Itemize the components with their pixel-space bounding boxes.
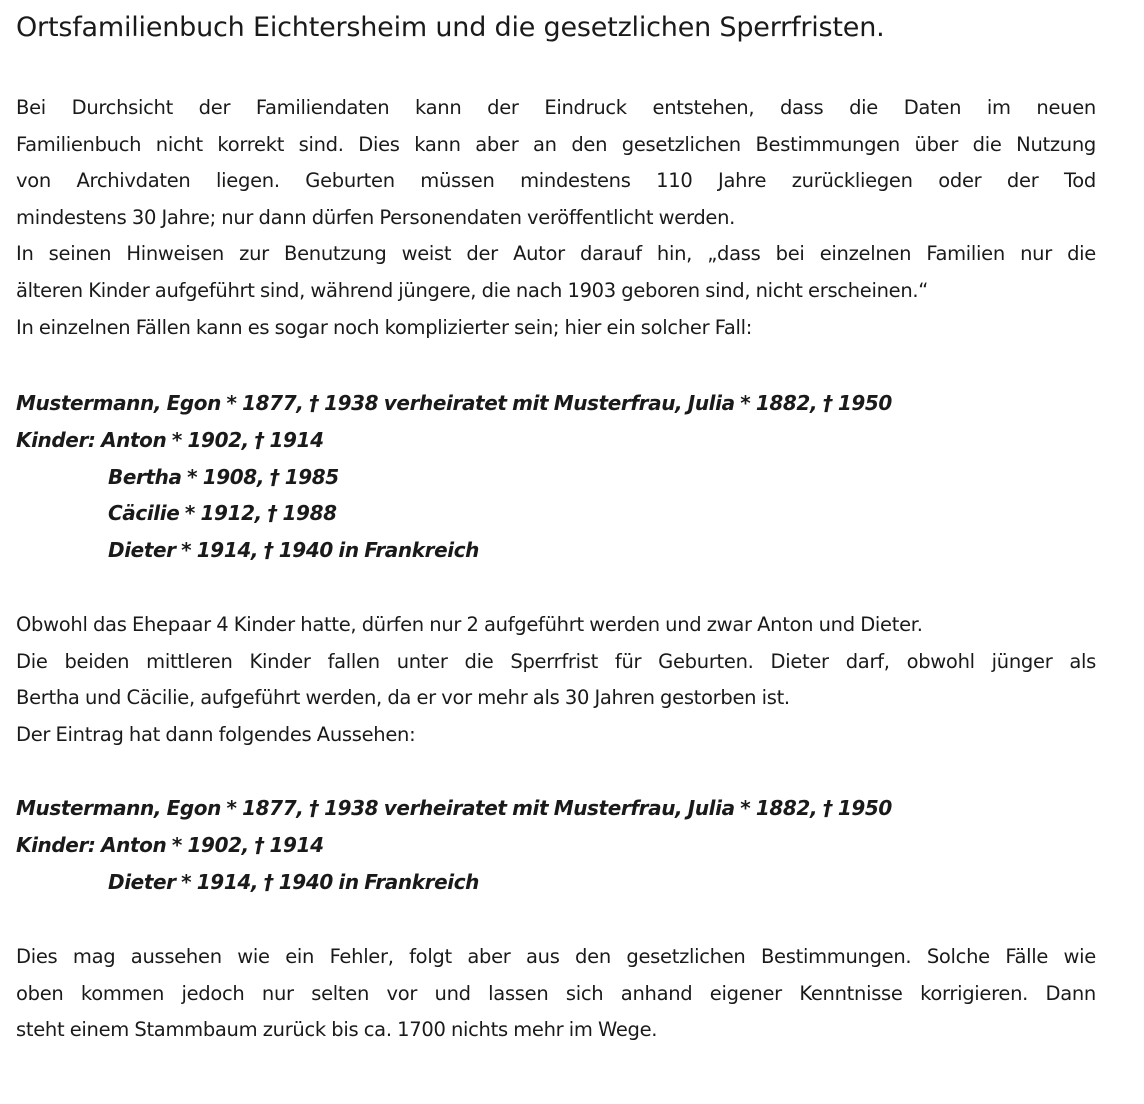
family-child: Kinder: Anton * 1902, † 1914 [16, 832, 324, 857]
family-child: Bertha * 1908, † 1985 [108, 464, 339, 489]
text-line: Dies mag aussehen wie ein Fehler, folgt aber aus den gesetzlichen Bestimmungen. Solche Fälle wie [16, 945, 1096, 968]
family-parents: Mustermann, Egon * 1877, † 1938 verheiratet mit Musterfrau, Julia * 1882, † 1950 [16, 391, 892, 415]
family-child: Cäcilie * 1912, † 1988 [108, 501, 337, 526]
text-line: In einzelnen Fällen kann es sogar noch komplizierter sein; hier ein solcher Fall: [16, 315, 752, 339]
family-example-full [16, 385, 892, 569]
text-line: Bertha und Cäcilie, aufgeführt werden, da er vor mehr als 30 Jahren gestorben ist. [16, 686, 790, 710]
text-line: Familienbuch nicht korrekt sind. Dies kann aber an den gesetzlichen Bestimmungen über die Nutzung [16, 132, 1096, 156]
text-line: Der Eintrag hat dann folgendes Aussehen: [16, 722, 416, 746]
family-parents: Mustermann, Egon * 1877, † 1938 verheiratet mit Musterfrau, Julia * 1882, † 1950 [16, 796, 892, 820]
text-line: oben kommen jedoch nur selten vor und lassen sich anhand eigener Kenntnisse korrigieren. Dann [16, 981, 1096, 1005]
intro-paragraph [16, 90, 1096, 346]
text-line: Die beiden mittleren Kinder fallen unter die Sperrfrist für Geburten. Dieter darf, obwohl jünger als [16, 649, 1096, 673]
explanation-paragraph [16, 607, 1096, 753]
text-line: älteren Kinder aufgeführt sind, während jüngere, die nach 1903 geboren sind, nicht erscheinen.“ [16, 278, 929, 302]
text-line: von Archivdaten liegen. Geburten müssen mindestens 110 Jahre zurückliegen oder der Tod [16, 169, 1096, 193]
text-line: steht einem Stammbaum zurück bis ca. 1700 nichts mehr im Wege. [16, 1018, 658, 1042]
document-title: Ortsfamilienbuch Eichtersheim und die gesetzlichen Sperrfristen. [16, 12, 885, 43]
text-line: mindestens 30 Jahre; nur dann dürfen Personendaten veröffentlicht werden. [16, 205, 736, 229]
family-example-published [16, 790, 892, 900]
text-line: Bei Durchsicht der Familiendaten kann der Eindruck entstehen, dass die Daten im neuen [16, 96, 1096, 119]
conclusion-paragraph [16, 939, 1096, 1049]
text-line: Obwohl das Ehepaar 4 Kinder hatte, dürfen nur 2 aufgeführt werden und zwar Anton und Dieter. [16, 613, 923, 636]
text-line: In seinen Hinweisen zur Benutzung weist der Autor darauf hin, „dass bei einzelnen Familien nur die [16, 242, 1096, 266]
family-child: Dieter * 1914, † 1940 in Frankreich [108, 869, 480, 894]
family-child: Kinder: Anton * 1902, † 1914 [16, 427, 324, 452]
family-child: Dieter * 1914, † 1940 in Frankreich [108, 538, 480, 563]
